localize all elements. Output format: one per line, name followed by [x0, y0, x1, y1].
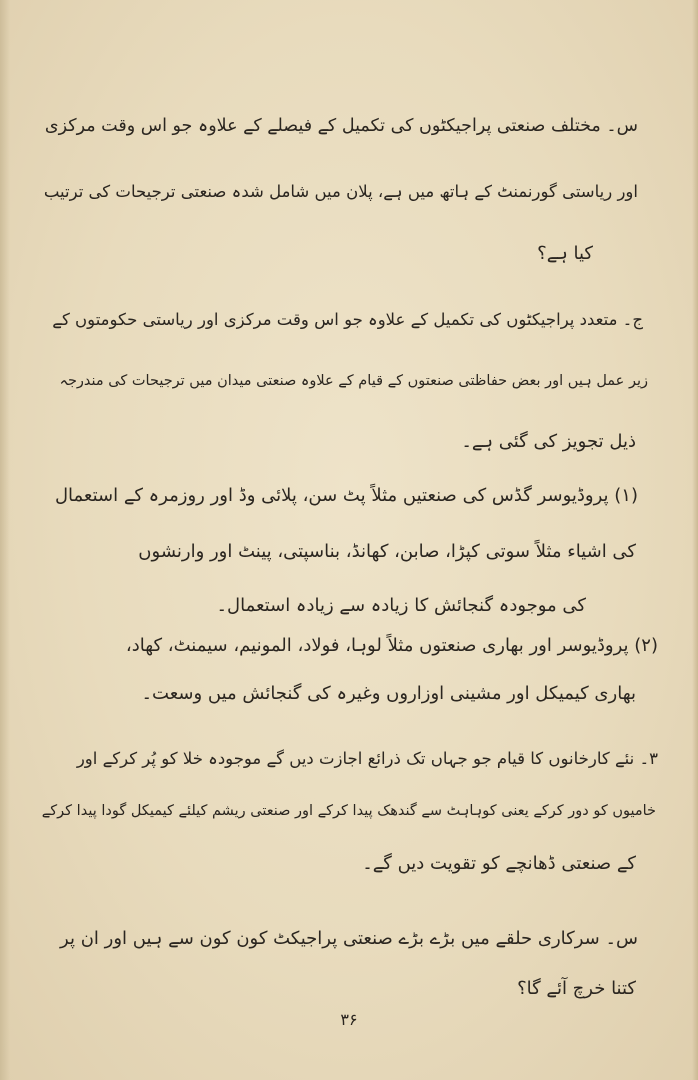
- list-item-3-line-1: ۳۔ نئے کارخانوں کا قیام جو جہاں تک ذرائع اجازت دیں گے موجودہ خلا کو پُر کرکے اور: [76, 749, 658, 768]
- list-item-2-line-1: (۲) پروڈیوسر اور بھاری صنعتوں مثلاً لوہا، فولاد، المونیم، سیمنٹ، کھاد،: [125, 635, 658, 656]
- list-item-2-line-2: بھاری کیمیکل اور مشینی اوزاروں وغیرہ کی گنجائش میں وسعت۔: [141, 683, 636, 704]
- page-number: ۳۶: [340, 1010, 358, 1029]
- answer-1-line-2: زیر عمل ہیں اور بعض حفاظتی صنعتوں کے قیام کے علاوہ صنعتی میدان میں ترجیحات کی مندرجہ: [59, 373, 648, 389]
- answer-1-line-3: ذیل تجویز کی گئی ہے۔: [461, 431, 636, 452]
- list-item-3-line-3: کے صنعتی ڈھانچے کو تقویت دیں گے۔: [362, 853, 636, 874]
- question-1-line-2: اور ریاستی گورنمنٹ کے ہاتھ میں ہے، پلان میں شامل شدہ صنعتی ترجیحات کی ترتیب: [43, 182, 638, 201]
- answer-1-line-1: ج۔ متعدد پراجیکٹوں کی تکمیل کے علاوہ جو اس وقت مرکزی اور ریاستی حکومتوں کے: [52, 310, 643, 329]
- list-item-1-line-1: (۱) پروڈیوسر گڈس کی صنعتیں مثلاً پٹ سن، پلائی وڈ اور روزمرہ کے استعمال: [54, 485, 638, 506]
- list-item-1-line-3: کی موجودہ گنجائش کا زیادہ سے زیادہ استعمال۔: [216, 595, 586, 616]
- list-item-3-line-2: خامیوں کو دور کرکے یعنی کوہاہٹ سے گندھک پیدا کرکے اور صنعتی ریشم کیلئے کیمیکل گودا پیدا کرکے: [41, 803, 656, 819]
- question-2-line-2: کتنا خرچ آئے گا؟: [517, 978, 636, 999]
- list-item-1-line-2: کی اشیاء مثلاً سوتی کپڑا، صابن، کھانڈ، بناسپتی، پینٹ اور وارنشوں: [138, 541, 636, 562]
- question-1-line-1: س۔ مختلف صنعتی پراجیکٹوں کی تکمیل کے فیصلے کے علاوہ جو اس وقت مرکزی: [44, 116, 638, 136]
- question-1-line-3: کیا ہے؟: [537, 243, 593, 264]
- question-2-line-1: س۔ سرکاری حلقے میں بڑے بڑے صنعتی پراجیکٹ کون کون سے ہیں اور ان پر: [60, 928, 638, 949]
